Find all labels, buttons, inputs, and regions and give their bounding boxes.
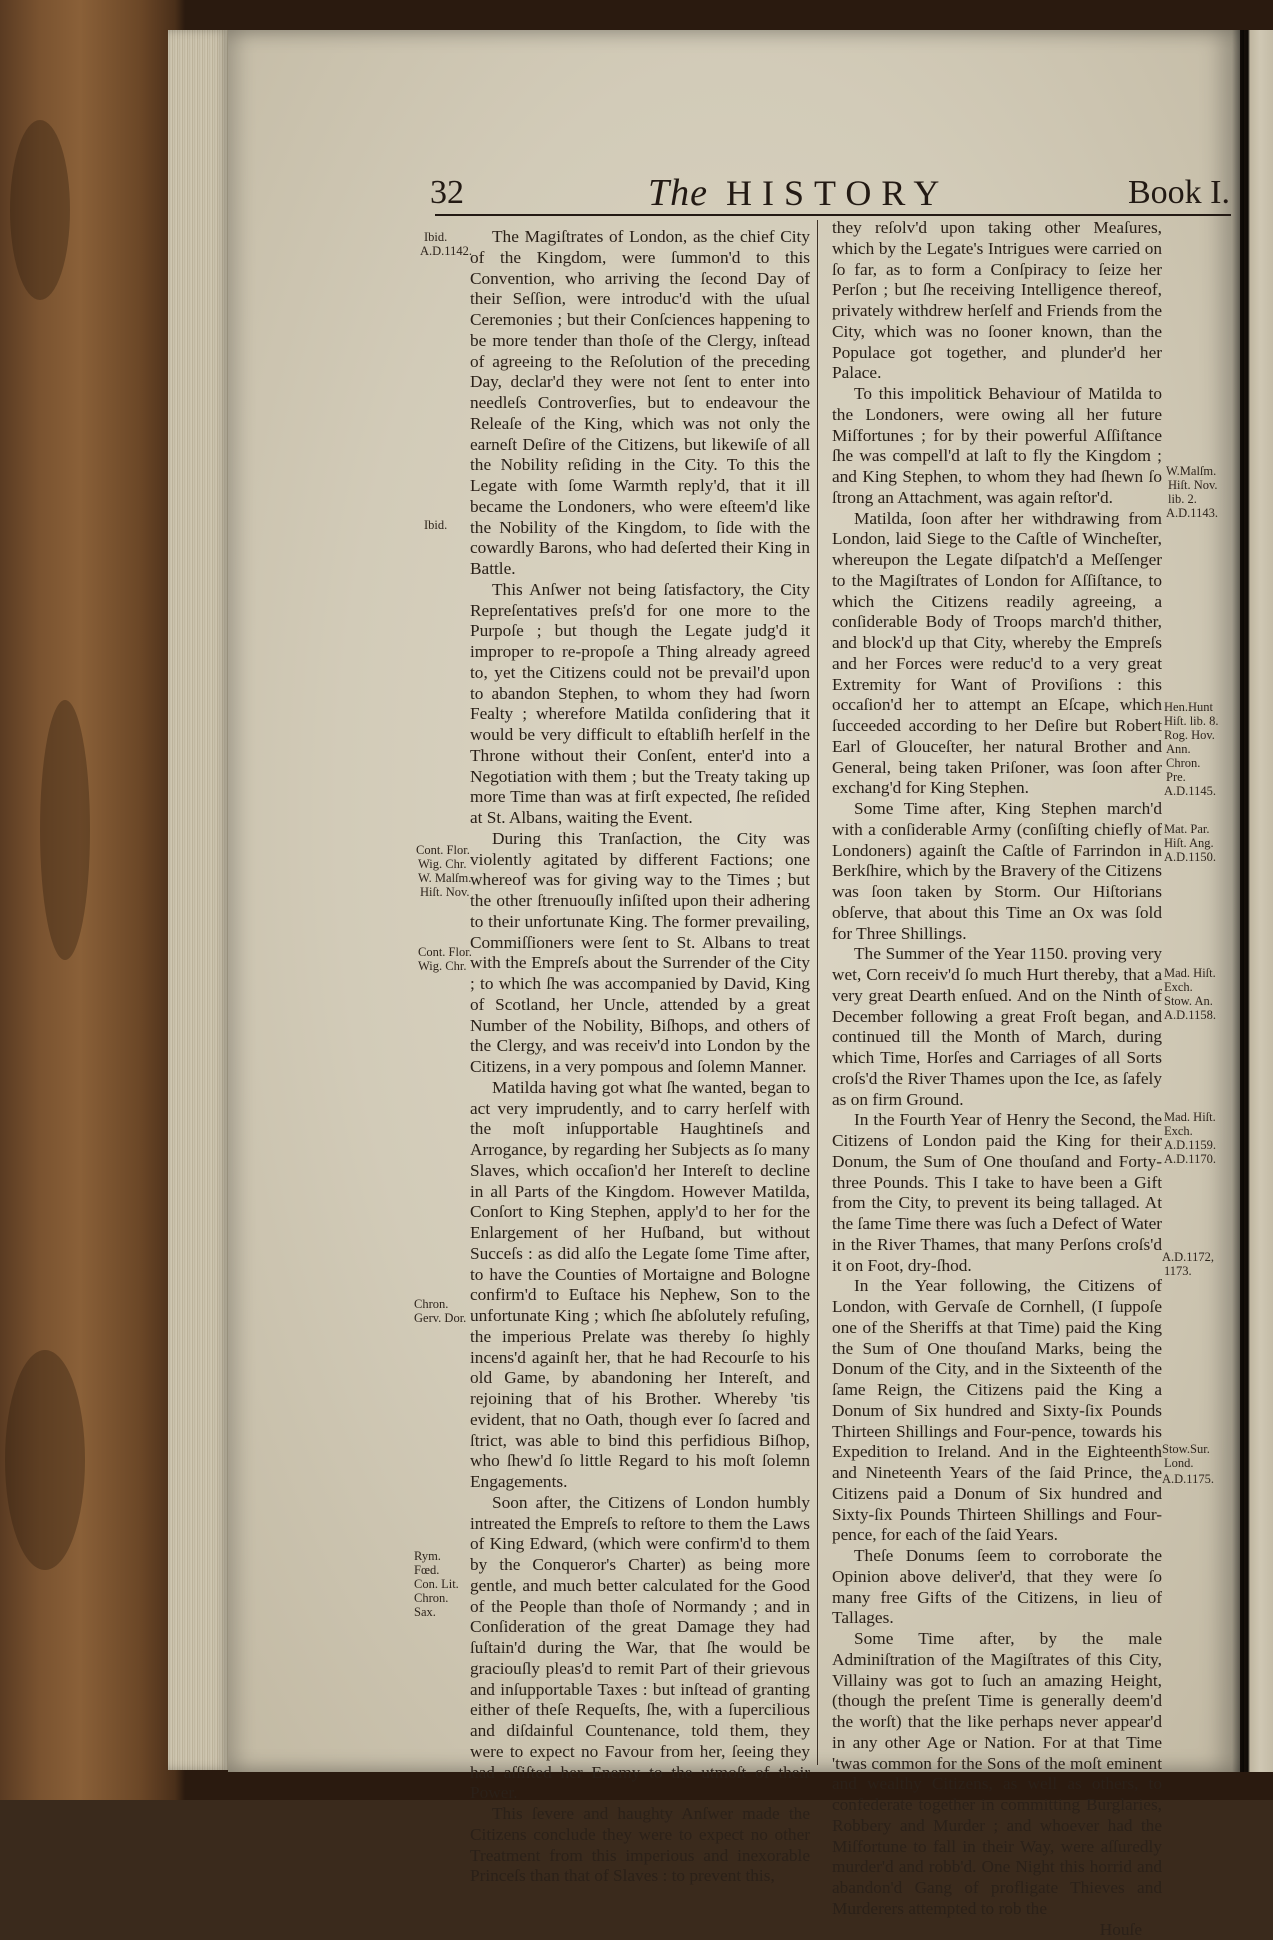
margin-note: Stow. An. (1164, 994, 1213, 1009)
paragraph: During this Tranſaction, the City was violently agitated by different Factions; one whereof was for giving way to the Times ; but the other ſtrenuouſly inſiſted upon their adhering to their unfortunate King. The former prevailing, Commiſſioners were ſent to St. Albans to treat with the Empreſs about the Surrender of the City ; to which ſhe was accompanied by David, King of Scotland, her Uncle, attended by a great Number of the Nobility, Biſhops, and others of the Clergy, and was receiv'd into London by the Citizens, in a very pompous and ſolemn Manner. (470, 829, 810, 1078)
running-header (430, 170, 1230, 216)
margin-note: W. Malſm. (418, 871, 471, 886)
paragraph: Some Time after, King Stephen march'd with a conſiderable Army (conſiſting chiefly of Londoners) againſt the Caſtle of Farrindon in Berkſhire, which by the Bravery of the Citizens was ſoon taken by Storm. Our Hiſtorians obſerve, that about this Time an Ox was ſold for Three Shillings. (832, 799, 1162, 944)
page-edges (168, 30, 230, 1770)
margin-note: W.Malſm. (1166, 464, 1216, 479)
paragraph: The Magiſtrates of London, as the chief City of the Kingdom, were ſummon'd to this Convention, who arriving the ſecond Day of their Seſſion, were introduc'd with the uſual Ceremonies ; but their Conſciences happening to be more tender than thoſe of the Clergy, inſtead of agreeing to the Reſolution of the preceding Day, declar'd they were not ſent to enter into needleſs Controverſies, but to endeavour the Releaſe of the King, which was not only the earneſt Deſire of the Citizens, but likewiſe of all the Nobility reſiding in the City. To this the Legate with ſome Warmth reply'd, that it ill became the Londoners, who were eſteem'd like the Nobility of the Kingdom, to ſide with the cowardly Barons, who had deſerted their King in Battle. (470, 227, 810, 580)
book-label: Book I. (1128, 170, 1230, 216)
margin-note: Sax. (414, 1605, 436, 1620)
margin-note: Stow.Sur. (1162, 1442, 1210, 1457)
margin-note: Hiſt. Nov. (420, 885, 470, 900)
cover-stain (5, 1350, 85, 1570)
margin-note: Con. Lit. (414, 1577, 459, 1592)
paragraph: Soon after, the Citizens of London humbly intreated the Empreſs to reſtore to them the Laws of King Edward, (which were confirm'd to them by the Conqueror's Charter) as being more gentle, and much better calculated for the Good of the People than thoſe of Normandy ; and in Conſideration of the great Damage they had ſuſtain'd during the War, that ſhe would be graciouſly pleas'd to remit Part of their grievous and inſupportable Taxes : but inſtead of granting either of theſe Requeſts, ſhe, with a ſupercilious and diſdainful Countenance, told them, they were to expect no Favour from her, ſeeing they had aſſiſted her Enemy to the utmoſt of their Power. (470, 1493, 810, 1804)
margin-note: Fœd. (414, 1563, 439, 1578)
margin-note: A.D.1145. (1164, 784, 1216, 799)
catchword: Houſe (832, 1920, 1162, 1940)
margin-note: lib. 2. (1168, 492, 1197, 507)
cover-stain (40, 700, 90, 960)
margin-note: A.D.1158. (1164, 1008, 1216, 1023)
facing-page-edge (1240, 30, 1273, 1772)
cover-stain (10, 120, 70, 300)
margin-note: Rog. Hov. (1164, 728, 1215, 743)
margin-note: Hen.Hunt (1164, 700, 1213, 715)
margin-note: A.D.1172, (1162, 1250, 1214, 1265)
margin-note: A.D.1170. (1164, 1152, 1216, 1167)
margin-note: Pre. (1166, 770, 1186, 785)
margin-note: Exch. (1164, 1124, 1193, 1139)
paragraph: Some Time after, by the male Adminiſtration of the Magiſtrates of this City, Villainy was got to ſuch an amazing Height, (though the preſent Time is generally deem'd the worſt) that the like perhaps never appear'd in any other Age or Nation. For at that Time 'twas common for the Sons of the moſt eminent and wealthy Citizens, as well as others, to confederate together in committing Burglaries, Robbery and Murder ; and whoever had the Miſfortune to fall in their Way, were aſſuredly murder'd and robb'd. One Night this horrid and abandon'd Gang of profligate Thieves and Murderers attempted to rob the (832, 1629, 1162, 1920)
margin-note: Mad. Hiſt. (1164, 1110, 1216, 1125)
paragraph: they reſolv'd upon taking other Meaſures, which by the Legate's Intrigues were carried on ſo far, as to form a Conſpiracy to ſeize her Perſon ; but ſhe receiving Intelligence thereof, privately withdrew herſelf and Friends from the City, which was no ſooner known, than the Populace got together, and plunder'd her Palace. (832, 218, 1162, 384)
margin-note: Gerv. Dor. (414, 1311, 466, 1326)
paragraph: In the Fourth Year of Henry the Second, the Citizens of London paid the King for their Donum, the Sum of One thouſand and Forty-three Pounds. This I take to have been a Gift from the City, to prevent its being tallaged. At the ſame Time there was ſuch a Defect of Water in the River Thames, that many Perſons croſs'd it on Foot, dry-ſhod. (832, 1110, 1162, 1276)
margin-note: Ibid. (424, 230, 447, 245)
margin-note: A.D.1143. (1166, 506, 1218, 521)
page-gutter-shadow (1232, 30, 1244, 1772)
margin-note: Chron. (414, 1297, 448, 1312)
margin-note: Ibid. (424, 518, 447, 533)
margin-note: A.D.1150. (1164, 850, 1216, 865)
running-title (648, 170, 949, 216)
margin-note: Wig. Chr. (418, 959, 466, 974)
margin-note: Chron. (414, 1591, 448, 1606)
paragraph: This ſevere and haughty Anſwer made the Citizens conclude they were to expect no other Treatment from this imperious and inexorable Princeſs than that of Slaves : to prevent this, (470, 1804, 810, 1887)
paragraph: Matilda having got what ſhe wanted, began to act very imprudently, and to carry herſelf with the moſt inſupportable Haughtineſs and Arrogance, by regarding her Subjects as ſo many Slaves, which occaſion'd her Intereſt to decline in all Parts of the Kingdom. However Matilda, Conſort to King Stephen, apply'd to her for the Enlargement of her Huſband, but without Succeſs : as did alſo the Legate ſome Time after, to have the Counties of Mortaigne and Bologne confirm'd to Euſtace his Nephew, Son to the unfortunate King ; which ſhe abſolutely refuſing, the imperious Prelate was thereby ſo highly incens'd againſt her, that he had Recourſe to his old Game, by abandoning her Intereſt, and rejoining that of his Brother. Whereby 'tis evident, that no Oath, though ever ſo ſacred and ſtrict, was able to bind this perfidious Biſhop, who ſhew'd ſo little Regard to his moſt ſolemn Engagements. (470, 1078, 810, 1493)
paragraph: In the Year following, the Citizens of London, with Gervaſe de Cornhell, (I ſuppoſe one of the Sheriffs at that Time) paid the King the Sum of One thouſand Marks, being the Donum of the City, and in the Sixteenth of the ſame Reign, the Citizens paid the King a Donum of Six hundred and Sixty-ſix Pounds Thirteen Shillings and Four-pence, towards his Expedition to Ireland. And in the Eighteenth and Nineteenth Years of the ſaid Prince, the Citizens paid a Donum of Six hundred and Sixty-ſix Pounds Thirteen Shillings and Four-pence, for each of the ſaid Years. (832, 1276, 1162, 1546)
margin-note: A.D.1142. (420, 244, 472, 259)
paragraph: This Anſwer not being ſatisfactory, the City Repreſentatives preſs'd for one more to the Purpoſe ; but though the Legate judg'd it improper to re-propoſe a Thing already agreed to, yet the Citizens could not be prevail'd upon to abandon Stephen, to whom they had ſworn Fealty ; wherefore Matilda conſidering that it would be very difficult to eſtabliſh herſelf in the Throne without their Conſent, enter'd into a Negotiation with them ; but the Treaty taking up more Time than was at firſt expected, ſhe reſided at St. Albans, waiting the Event. (470, 580, 810, 829)
margin-note: Hiſt. lib. 8. (1164, 714, 1219, 729)
margin-note: Cont. Flor. (416, 843, 470, 858)
title-the: The (648, 172, 708, 214)
margin-note: 1173. (1164, 1264, 1192, 1279)
margin-note: Wig. Chr. (418, 857, 466, 872)
column-rule (817, 220, 818, 1765)
paragraph: Theſe Donums ſeem to corroborate the Opinion above deliver'd, that they were ſo many free Gifts of the Citizens, in lieu of Tallages. (832, 1546, 1162, 1629)
margin-note: Hiſt. Ang. (1164, 836, 1214, 851)
margin-note: Rym. (414, 1549, 441, 1564)
right-text-column (832, 218, 1162, 1940)
margin-note: A.D.1175. (1162, 1472, 1214, 1487)
header-rule (435, 214, 1231, 216)
margin-note: Exch. (1164, 980, 1193, 995)
margin-note: Mat. Par. (1164, 822, 1209, 837)
margin-note: Hiſt. Nov. (1168, 478, 1218, 493)
paragraph: To this impolitick Behaviour of Matilda to the Londoners, were owing all her future Miſfortunes ; for by their powerful Aſſiſtance ſhe was compell'd at laſt to fly the Kingdom ; and King Stephen, to whom they had ſhewn ſo ſtrong an Attachment, was again reſtor'd. (832, 384, 1162, 509)
margin-note: Mad. Hiſt. (1164, 966, 1216, 981)
margin-note: Ann. (1166, 742, 1191, 757)
page-number: 32 (430, 170, 464, 216)
margin-note: Chron. (1166, 756, 1200, 771)
paragraph: The Summer of the Year 1150. proving very wet, Corn receiv'd ſo much Hurt thereby, that a very great Dearth enſued. And on the Ninth of December following a great Froſt began, and continued till the Month of March, during which Time, Horſes and Carriages of all Sorts croſs'd the River Thames upon the Ice, as ſafely as on firm Ground. (832, 944, 1162, 1110)
margin-note: Cont. Flor. (418, 945, 472, 960)
title-main: HISTORY (726, 173, 949, 213)
margin-note: Lond. (1164, 1456, 1194, 1471)
margin-note: A.D.1159. (1164, 1138, 1216, 1153)
left-text-column (470, 227, 810, 1887)
paragraph: Matilda, ſoon after her withdrawing from London, laid Siege to the Caſtle of Wincheſter, whereupon the Legate diſpatch'd a Meſſenger to the Magiſtrates of London for Aſſiſtance, to which the Citizens readily agreeing, a conſiderable Body of Troops march'd thither, and block'd up that City, whereby the Empreſs and her Forces were reduc'd to a very great Extremity for Want of Proviſions : this occaſion'd her to attempt an Eſcape, which ſucceeded according to her Deſire but Robert Earl of Glouceſter, her natural Brother and General, being taken Priſoner, was ſoon after exchang'd for King Stephen. (832, 509, 1162, 800)
